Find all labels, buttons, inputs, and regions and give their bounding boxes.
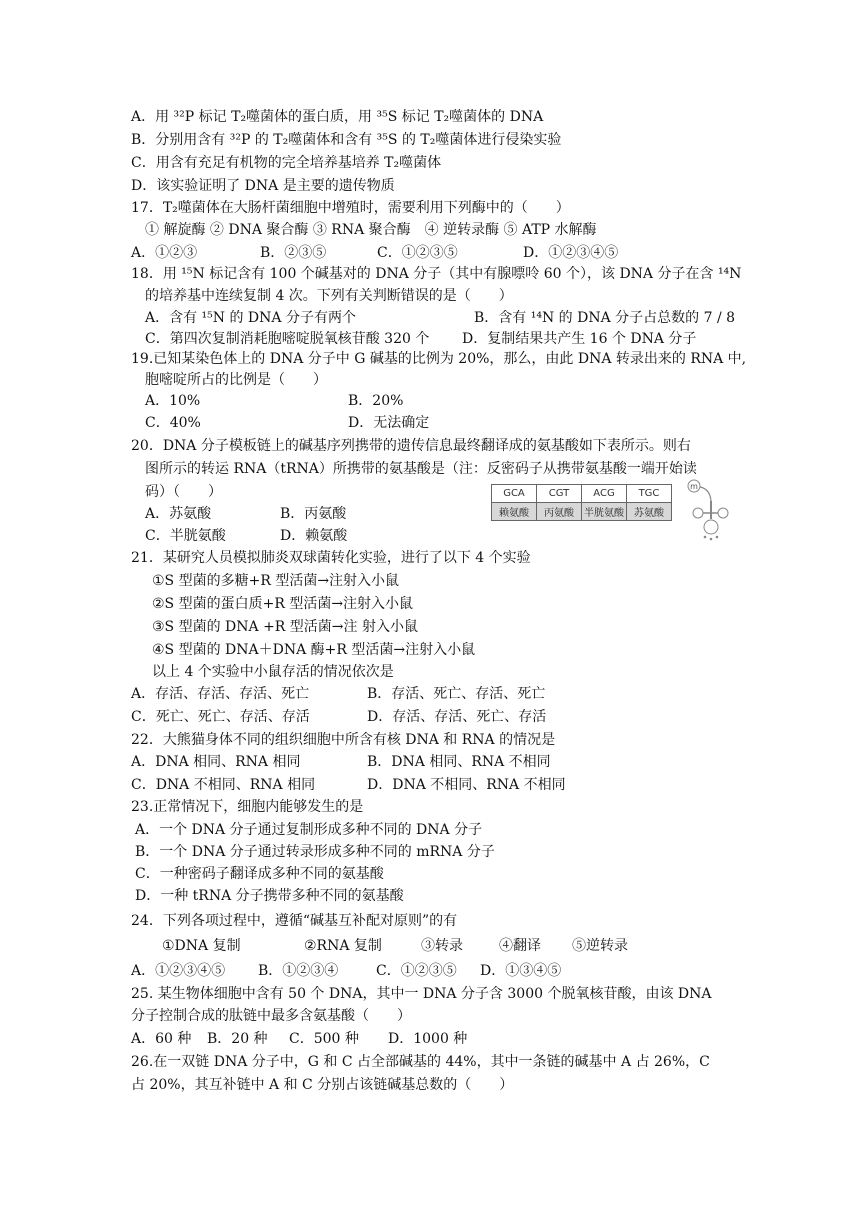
q17-option-d: D．①②③④⑤ xyxy=(523,245,619,261)
q23-option-c: C．一种密码子翻译成多种不同的氨基酸 xyxy=(135,866,384,882)
q22-option-c: C．DNA 不相同、RNA 相同 xyxy=(131,777,316,793)
codon-amino-acid-table xyxy=(491,484,672,521)
q21-stem: 21．某研究人员模拟肺炎双球菌转化实验，进行了以下 4 个实验 xyxy=(131,550,531,566)
q25-stem-line2: 分子控制合成的肽链中最多含氨基酸（ ） xyxy=(131,1008,411,1024)
codon-cell: GCA xyxy=(492,485,537,503)
q25-option-b: B．20 种 xyxy=(207,1031,268,1047)
q20-option-b: B．丙氨酸 xyxy=(280,506,347,522)
q21-experiment-4: ④S 型菌的 DNA＋DNA 酶+R 型活菌→注射入小鼠 xyxy=(152,642,476,658)
q23-option-a: A．一个 DNA 分子通过复制形成多种不同的 DNA 分子 xyxy=(135,822,483,838)
q26-stem-line2: 占 20%，其互补链中 A 和 C 分别占该链碱基总数的（ ） xyxy=(131,1077,514,1093)
q23-option-d: D．一种 tRNA 分子携带多种不同的氨基酸 xyxy=(135,888,404,904)
q25-option-d: D．1000 种 xyxy=(388,1031,468,1047)
amino-acid-cell: 半胱氨酸 xyxy=(582,503,627,521)
trna-base-dot xyxy=(710,538,713,541)
codon-cell: ACG xyxy=(582,485,627,503)
q24-option-a: A．①②③④⑤ xyxy=(131,963,226,979)
trna-base-dot xyxy=(716,536,719,539)
q20-option-d: D．赖氨酸 xyxy=(280,528,348,544)
q17-option-a: A．①②③ xyxy=(131,245,198,261)
q24-option-b: B．①②③④ xyxy=(258,963,339,979)
q18-option-a: A．含有 ¹⁵N 的 DNA 分子有两个 xyxy=(145,310,356,326)
q17-option-b: B．②③⑤ xyxy=(260,245,327,261)
q18-option-d: D．复制结果共产生 16 个 DNA 分子 xyxy=(462,331,697,347)
q16-option-b: B．分别用含有 ³²P 的 T₂噬菌体和含有 ³⁵S 的 T₂噬菌体进行侵染实验 xyxy=(131,132,562,148)
q25-option-a: A．60 种 xyxy=(131,1031,192,1047)
q19-option-a: A．10% xyxy=(145,393,201,409)
q20-stem-line2: 图所示的转运 RNA（tRNA）所携带的氨基酸是（注：反密码子从携带氨基酸一端开始读 xyxy=(145,461,697,477)
q24-item-4: ④翻译 xyxy=(499,938,541,954)
q20-option-a: A．苏氨酸 xyxy=(145,506,212,522)
trna-base-dot xyxy=(704,536,707,539)
amino-acid-cell: 苏氨酸 xyxy=(627,503,672,521)
q24-stem: 24．下列各项过程中，遵循“碱基互补配对原则”的有 xyxy=(131,913,458,929)
amino-acid-cell: 赖氨酸 xyxy=(492,503,537,521)
q19-option-d: D．无法确定 xyxy=(348,415,430,431)
q22-stem: 22．大熊猫身体不同的组织细胞中所含有核 DNA 和 RNA 的情况是 xyxy=(131,732,556,748)
q18-stem-line2: 的培养基中连续复制 4 次。下列有关判断错误的是（ ） xyxy=(145,288,513,304)
q26-stem-line1: 26.在一双链 DNA 分子中，G 和 C 占全部碱基的 44%，其中一条链的碱基中 A 占 26%，C xyxy=(131,1054,710,1070)
amino-acid-row xyxy=(492,503,672,521)
q18-option-c: C．第四次复制消耗胞嘧啶脱氧核苷酸 320 个 xyxy=(145,331,430,347)
q19-stem-line2: 胞嘧啶所占的比例是（ ） xyxy=(145,372,327,388)
q23-stem: 23.正常情况下，细胞内能够发生的是 xyxy=(131,799,364,815)
codon-row xyxy=(492,485,672,503)
q22-option-d: D．DNA 不相同、RNA 不相同 xyxy=(367,777,566,793)
q17-stem: 17．T₂噬菌体在大肠杆菌细胞中增殖时，需要利用下列酶中的（ ） xyxy=(131,200,570,216)
q21-experiment-2: ②S 型菌的蛋白质+R 型活菌→注射入小鼠 xyxy=(152,596,414,612)
q19-option-b: B．20% xyxy=(348,393,404,409)
q20-stem-line1: 20．DNA 分子模板链上的碱基序列携带的遗传信息最终翻译成的氨基酸如下表所示。则右 xyxy=(131,438,691,454)
trna-t-loop xyxy=(718,508,728,518)
q22-option-a: A．DNA 相同、RNA 相同 xyxy=(131,754,301,770)
q16-option-a: A．用 ³²P 标记 T₂噬菌体的蛋白质，用 ³⁵S 标记 T₂噬菌体的 DNA xyxy=(131,109,544,125)
q25-option-c: C．500 种 xyxy=(289,1031,359,1047)
q24-item-2: ②RNA 复制 xyxy=(304,938,382,954)
q17-option-c: C．①②③⑤ xyxy=(377,245,458,261)
q24-item-1: ①DNA 复制 xyxy=(162,938,241,954)
codon-cell: CGT xyxy=(537,485,582,503)
q24-option-c: C．①②③⑤ xyxy=(376,963,457,979)
q21-option-d: D．存活、存活、死亡、存活 xyxy=(367,709,547,725)
q24-option-d: D．①③④⑤ xyxy=(480,963,562,979)
q17-items: ① 解旋酶 ② DNA 聚合酶 ③ RNA 聚合酶 ④ 逆转录酶 ⑤ ATP 水解酶 xyxy=(145,222,597,238)
q23-option-b: B．一个 DNA 分子通过转录形成多种不同的 mRNA 分子 xyxy=(135,844,495,860)
q21-experiment-3: ③S 型菌的 DNA +R 型活菌→注 射入小鼠 xyxy=(152,619,418,635)
codon-cell: TGC xyxy=(627,485,672,503)
q18-option-b: B．含有 ¹⁴N 的 DNA 分子占总数的 7 / 8 xyxy=(474,310,736,326)
q24-item-5: ⑤逆转录 xyxy=(572,938,628,954)
q24-item-3: ③转录 xyxy=(421,938,463,954)
trna-diagram xyxy=(684,479,730,553)
q21-option-a: A．存活、存活、存活、死亡 xyxy=(131,686,310,702)
q16-option-c: C．用含有充足有机物的完全培养基培养 T₂噬菌体 xyxy=(131,155,442,171)
trna-anticodon-loop xyxy=(704,520,718,534)
q20-option-c: C．半胱氨酸 xyxy=(145,528,226,544)
q21-tail: 以上 4 个实验中小鼠存活的情况依次是 xyxy=(152,664,394,680)
q21-option-c: C．死亡、死亡、存活、存活 xyxy=(131,709,310,725)
amino-acid-cell: 丙氨酸 xyxy=(537,503,582,521)
q18-stem-line1: 18．用 ¹⁵N 标记含有 100 个碱基对的 DNA 分子（其中有腺嘌呤 60 个），该 DNA 分子在含 ¹⁴N xyxy=(131,266,742,282)
q25-stem-line1: 25. 某生物体细胞中含有 50 个 DNA，其中一 DNA 分子含 3000 个脱氧核苷酸，由该 DNA xyxy=(131,986,712,1002)
q21-experiment-1: ①S 型菌的多糖+R 型活菌→注射入小鼠 xyxy=(152,573,400,589)
trna-label: m xyxy=(690,482,698,491)
q20-stem-line3: 码）（ ） xyxy=(145,484,222,500)
q22-option-b: B．DNA 相同、RNA 不相同 xyxy=(367,754,551,770)
q19-option-c: C．40% xyxy=(145,415,201,431)
trna-d-loop xyxy=(693,508,703,518)
q16-option-d: D．该实验证明了 DNA 是主要的遗传物质 xyxy=(131,178,395,194)
q21-option-b: B．存活、死亡、存活、死亡 xyxy=(367,686,546,702)
q19-stem-line1: 19.已知某染色体上的 DNA 分子中 G 碱基的比例为 20%，那么，由此 DNA 转录出来的 RNA 中, xyxy=(131,351,747,367)
trna-acceptor-arm xyxy=(700,487,711,501)
